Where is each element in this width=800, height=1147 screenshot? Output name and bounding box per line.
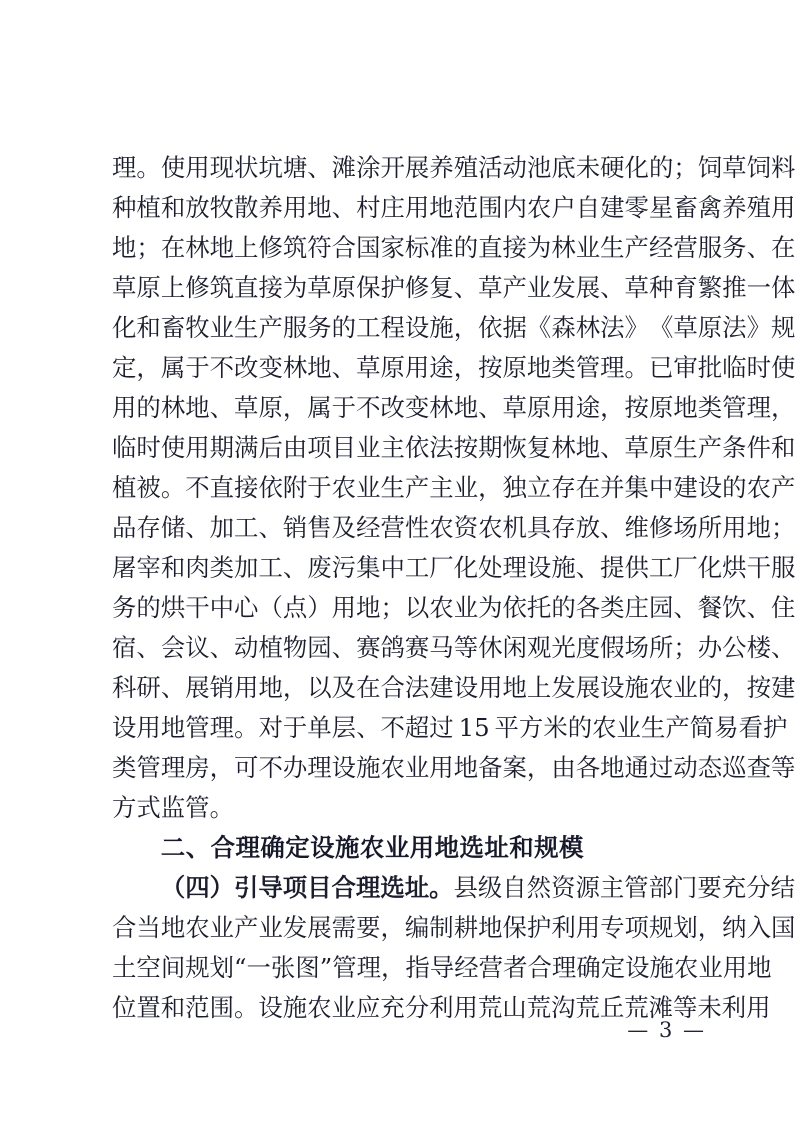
text-line: 定 ， 属 于 不 改 变 林 地 、 草 原 用 途 ， 按 原 地 类 管 理 。 已 审 批 临 时 使 [112,353,796,382]
text-line: 屠 宰 和 肉 类 加 工 、 废 污 集 中 工 厂 化 处 理 设 施 、 提 供 工 厂 化 烘 干 服 [112,553,796,582]
text-line: 土 空 间 规 划 “ 一 张 图 ” 管 理 ， 指 导 经 营 者 合 理 确 定 设 施 农 业 用 地 [112,953,772,982]
text-line: 品 存 储 、 加 工 、 销 售 及 经 营 性 农 资 农 机 具 存 放 、 维 修 场 所 用 地 ； [112,513,796,542]
text-line: 种 植 和 放 牧 散 养 用 地 、 村 庄 用 地 范 围 内 农 户 自 建 零 星 畜 禽 养 殖 用 [112,193,796,222]
text-line: 临 时 使 用 期 满 后 由 项 目 业 主 依 法 按 期 恢 复 林 地 、 草 原 生 产 条 件 和 [112,433,796,462]
text-line: 设 用 地 管 理 。 对 于 单 层 、 不 超 过 1 5 平 方 米 的 农 业 生 产 简 易 看 护 [112,713,788,742]
document-text-body [112,148,796,1028]
text-line: 宿 、 会 议 、 动 植 物 园 、 赛 鸽 赛 马 等 休 闲 观 光 度 假 场 所 ； 办 公 楼 、 [112,633,796,662]
text-line: 植 被 。 不 直 接 依 附 于 农 业 生 产 主 业 ， 独 立 存 在 并 集 中 建 设 的 农 产 [112,473,796,502]
text-line: 合 当 地 农 业 产 业 发 展 需 要 ， 编 制 耕 地 保 护 利 用 专 项 规 划 ， 纳 入 国 [112,913,796,942]
text-line: 类 管 理 房 ， 可 不 办 理 设 施 农 业 用 地 备 案 ， 由 各 地 通 过 动 态 巡 查 等 [112,753,796,782]
section-heading: 二、合理确定设施农业用地选址和规模 [160,833,584,862]
text-line: 地 ； 在 林 地 上 修 筑 符 合 国 家 标 准 的 直 接 为 林 业 生 产 经 营 服 务 、 在 [112,233,796,262]
text-line: 科 研 、 展 销 用 地 ， 以 及 在 合 法 建 设 用 地 上 发 展 设 施 农 业 的 ， 按 建 [112,673,796,702]
text-line: 化 和 畜 牧 业 生 产 服 务 的 工 程 设 施 ， 依 据 《 森 林 法 》 《 草 原 法 》 规 [112,313,796,342]
text-line: 用 的 林 地 、 草 原 ， 属 于 不 改 变 林 地 、 草 原 用 途 ， 按 原 地 类 管 理 ， [112,393,796,422]
text-line: 理 。 使 用 现 状 坑 塘 、 滩 涂 开 展 养 殖 活 动 池 底 未 硬 化 的 ； 饲 草 饲 料 [112,153,796,182]
text-line: 位置和范围。设施农业应充分利用荒山荒沟荒丘荒滩等未利用 [112,993,771,1022]
paragraph-lead-label: （四）引导项目合理选址。 [160,873,454,902]
text-line: 务 的 烘 干 中 心 （ 点 ） 用 地 ； 以 农 业 为 依 托 的 各 类 庄 园 、 餐 饮 、 住 [112,593,796,622]
text-line-last: 方式监管。 [112,793,234,822]
text-line-first [112,868,795,908]
page-number: — 3 — [627,1018,706,1042]
paragraph-lead-rest: 县级自然资源主管部门要充分结 [453,873,795,902]
paragraph-item-four [112,868,796,1028]
paragraph-continuation [112,148,796,828]
text-line: 草 原 上 修 筑 直 接 为 草 原 保 护 修 复 、 草 产 业 发 展 、 草 种 育 繁 推 一 体 [112,273,796,302]
